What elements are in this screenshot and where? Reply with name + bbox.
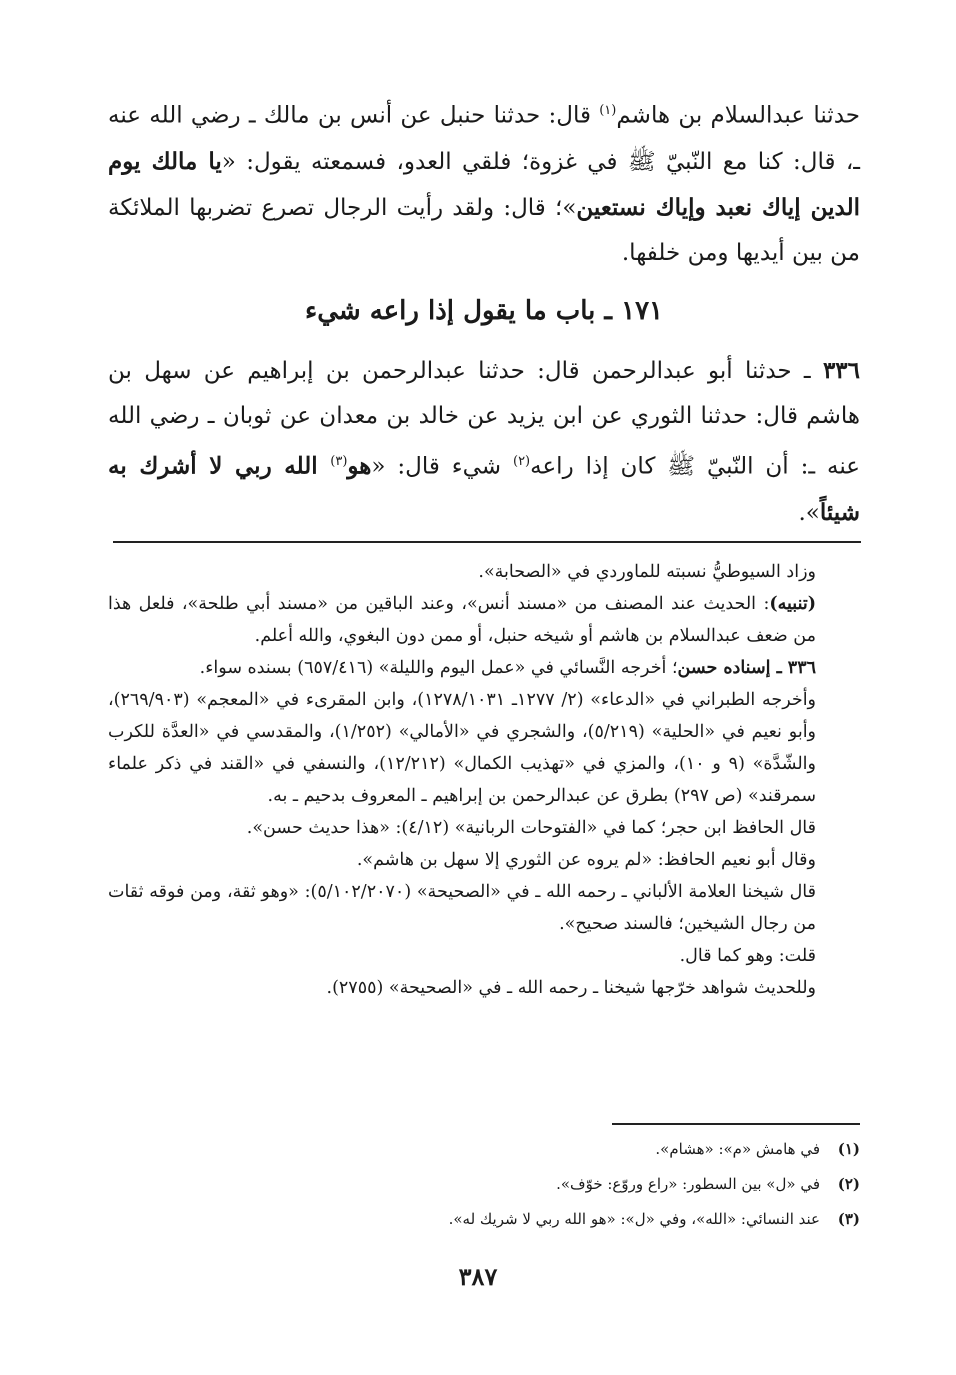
footnote-text: عند النسائي: «الله»، وفي «ل»: «هو الله ربي لا شريك له». [448, 1210, 820, 1228]
note-line: وأخرجه الطبراني في «الدعاء» (٢/ ١٢٧٧ـ ١٢٧٨/١٠٣١)، وابن المقرىء في «المعجم» (٢٦٩/٩٠٣)، وأبو نعيم في «الحلية» (٥/٢١٩)، والشجري في «الأمالي» (١/٢٥٢)، والمقدسي في «العدَّة للكرب والشّدَّة» (٩ و ١٠)، والمزي في «تهذيب الكمال» (١٢/٢١٢)، والنسفي في «القند في ذكر علماء سمرقند» (ص ٢٩٧) بطرق عن عبدالرحمن بن إبراهيم ـ المعروف بدحيم ـ به. [108, 690, 817, 806]
footnote-item [108, 1167, 860, 1202]
hadith-number: ٣٣٦ [822, 357, 860, 384]
footnotes [108, 1132, 860, 1237]
note-line: وللحديث شواهد خرّجها شيخنا ـ رحمه الله ـ في «الصحيحة» (٢٧٥٥). [326, 978, 816, 998]
note-label: ٣٣٦ ـ إسناده حسن [677, 658, 816, 678]
section-heading: ١٧١ ـ باب ما يقول إذا راعه شيء [304, 296, 664, 326]
hadith-quote: الله ربي لا أشرك به شيئاً [108, 452, 860, 526]
main-paragraph-text [108, 88, 860, 276]
hadith-text-end: ». [798, 499, 820, 526]
note-line: قال شيخنا العلامة الألباني ـ رحمه الله ـ في «الصحيحة» (٥/١٠٢/٢٠٧٠): «وهو ثقة، ومن فوقه ثقات من رجال الشيخين؛ فالسند صحيح». [108, 882, 816, 934]
main-text-start: حدثنا عبدالسلام بن هاشم [616, 102, 860, 129]
quran-quote: يا مالك يوم الدين إياك نعبد وإياك نستعين [108, 147, 860, 221]
note-text: : الحديث عند المصنف من «مسند أنس»، وعند الباقين من «مسند أبي طلحة»، فلعل هذا من ضعف عبدالسلام بن هاشم أو شيخه حنبل، أو ممن دون البغوي، والله أعلم. [108, 594, 816, 646]
main-text-end: »؛ قال: ولقد رأيت الرجال تصرع تضربها الملائكة من بين أيديها ومن خلفها. [108, 194, 860, 266]
footnote-ref-1[interactable]: (١) [599, 103, 617, 118]
hadith-quote-start: هو [347, 452, 372, 480]
footnote-item [108, 1202, 860, 1237]
commentary-divider [113, 541, 861, 543]
footnote-divider [612, 1123, 860, 1125]
hadith-text [108, 348, 860, 536]
footnote-text: في «ل» بين السطور: «راع وروّع: خوّف». [556, 1175, 820, 1193]
hadith-paragraph [108, 348, 860, 536]
note-line [108, 588, 860, 652]
hadith-text-mid: شيء قال: « [371, 453, 513, 480]
note-text: ؛ أخرجه النَّسائي في «عمل اليوم والليلة» (٦٥٧/٤١٦) بسنده سواء. [199, 658, 678, 678]
note-line [108, 652, 860, 684]
note-label: (تنبيه) [769, 594, 816, 614]
footnote-item [108, 1132, 860, 1167]
note-line: وزاد السيوطيُّ نسبته للماوردي في «الصحابة». [478, 562, 816, 582]
footnote-ref-3[interactable]: (٣) [330, 454, 348, 469]
footnote-text: في هامش «م»: «هشام». [655, 1140, 820, 1158]
footnote-number: (٣) [837, 1210, 860, 1228]
main-text-body: قال: حدثنا حنبل عن أنس بن مالك ـ رضي الله عنه ـ، قال: كنا مع النّبيّ ﷺ في غزوة؛ فلقي العدو، فسمعته يقول: « [108, 102, 860, 175]
note-line: قال الحافظ ابن حجر؛ كما في «الفتوحات الربانية» (٤/١٢): «هذا حديث حسن». [246, 818, 816, 838]
footnote-number: (١) [837, 1140, 860, 1158]
commentary-notes [108, 556, 860, 1004]
footnote-number: (٢) [837, 1175, 860, 1193]
hadith-isnad: ـ حدثنا أبو عبدالرحمن قال: حدثنا عبدالرحمن بن إبراهيم عن سهل بن هاشم قال: حدثنا الثوري عن ابن يزيد عن خالد بن معدان عن ثوبان ـ رضي الله عنه ـ: أن النّبيّ ﷺ كان إذا راعه [108, 358, 860, 480]
main-paragraph [108, 88, 860, 276]
footnote-ref-2[interactable]: (٢) [512, 454, 531, 469]
page-number: ٣٨٧ [458, 1262, 498, 1291]
note-line: وقال أبو نعيم الحافظ: «لم يروه عن الثوري إلا سهل بن هاشم». [356, 850, 816, 870]
note-line: قلت: وهو كما قال. [679, 946, 816, 966]
